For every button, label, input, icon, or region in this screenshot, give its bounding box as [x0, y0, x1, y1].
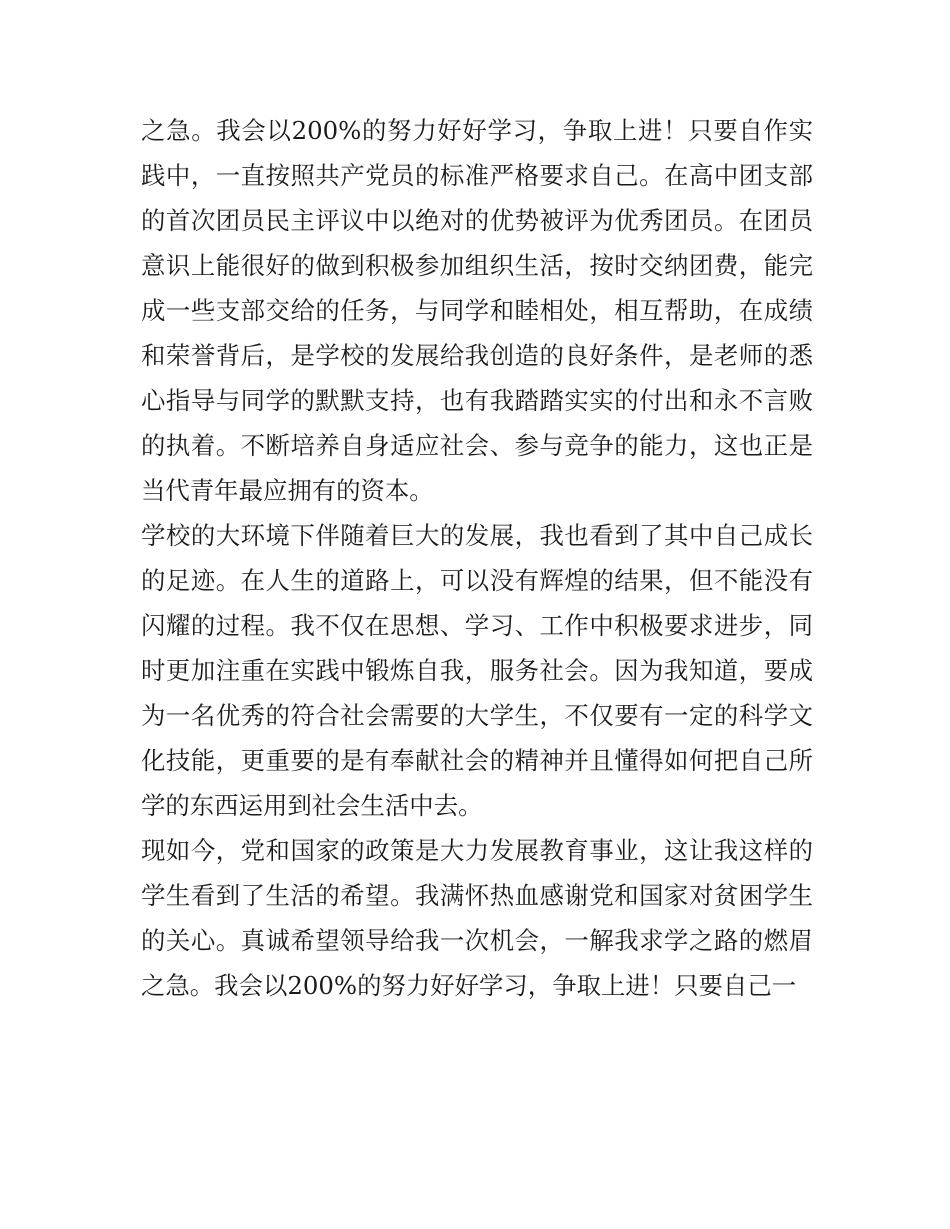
- document-body: [141, 108, 813, 1008]
- text-line: 的关心。真诚希望领导给我一次机会，一解我求学之路的燃眉: [141, 926, 813, 955]
- text-line: 当代青年最应拥有的资本。: [141, 476, 434, 505]
- text-line: 之急。我会以200%的努力好好学习，争取上进！只要自作实: [141, 116, 813, 145]
- text-line: 闪耀的过程。我不仅在思想、学习、工作中积极要求进步，同: [141, 611, 813, 640]
- text-line: 意识上能很好的做到积极参加组织生活，按时交纳团费，能完: [141, 251, 813, 280]
- paragraph-2: [141, 513, 813, 828]
- text-line: 践中，一直按照共产党员的标准严格要求自己。在高中团支部: [141, 161, 813, 190]
- text-line: 学的东西运用到社会生活中去。: [141, 791, 483, 820]
- text-line: 时更加注重在实践中锻炼自我，服务社会。因为我知道，要成: [141, 656, 813, 685]
- text-line: 学生看到了生活的希望。我满怀热血感谢党和国家对贫困学生: [141, 881, 813, 910]
- text-line: 的首次团员民主评议中以绝对的优势被评为优秀团员。在团员: [141, 206, 813, 235]
- text-line: 现如今，党和国家的政策是大力发展教育事业，这让我这样的: [141, 836, 813, 865]
- text-line: 和荣誉背后，是学校的发展给我创造的良好条件，是老师的悉: [141, 341, 813, 370]
- paragraph-3: [141, 828, 813, 1008]
- text-line: 的足迹。在人生的道路上，可以没有辉煌的结果，但不能没有: [141, 566, 813, 595]
- text-line: 化技能，更重要的是有奉献社会的精神并且懂得如何把自己所: [141, 746, 813, 775]
- text-line: 心指导与同学的默默支持，也有我踏踏实实的付出和永不言败: [141, 386, 813, 415]
- text-line: 的执着。不断培养自身适应社会、参与竞争的能力，这也正是: [141, 431, 813, 460]
- text-line: 之急。我会以200%的努力好好学习，争取上进！只要自己一: [141, 971, 797, 1000]
- text-line: 学校的大环境下伴随着巨大的发展，我也看到了其中自己成长: [141, 521, 813, 550]
- text-line: 为一名优秀的符合社会需要的大学生，不仅要有一定的科学文: [141, 701, 813, 730]
- paragraph-1: [141, 108, 813, 513]
- text-line: 成一些支部交给的任务，与同学和睦相处，相互帮助，在成绩: [141, 296, 813, 325]
